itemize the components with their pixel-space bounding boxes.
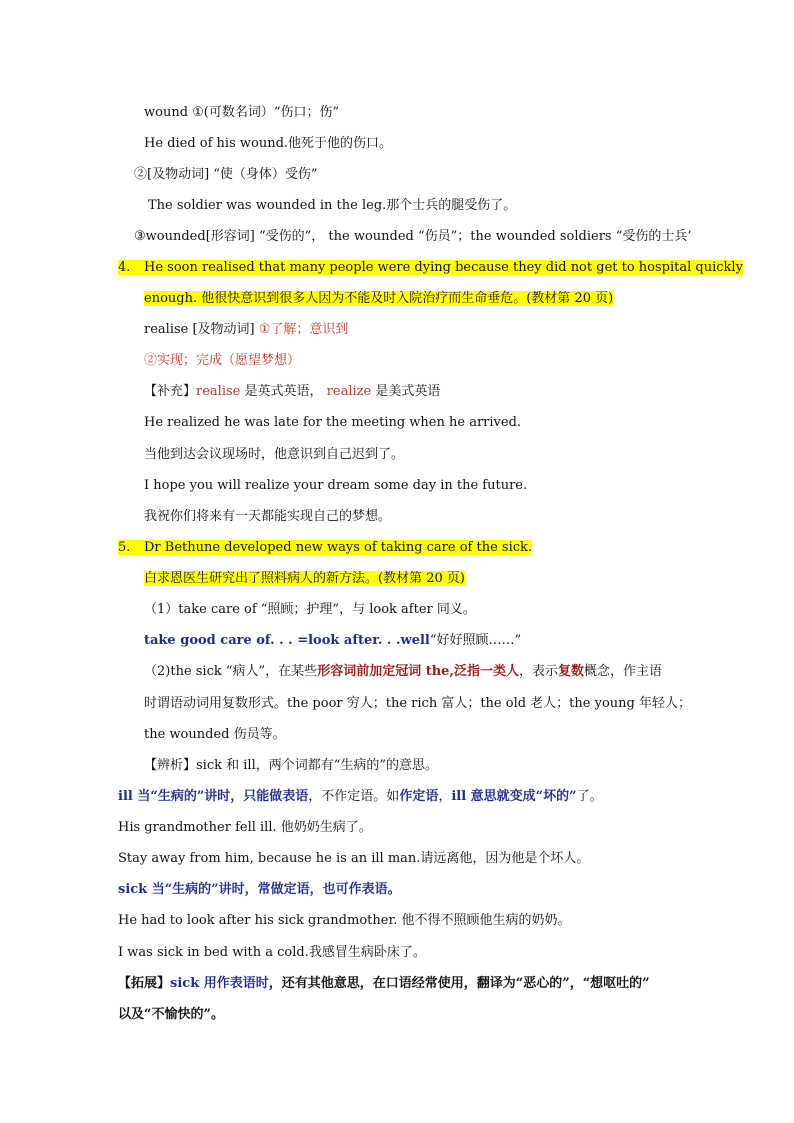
realize-example-1: He realized he was late for the meeting when he arrived. <box>144 415 522 430</box>
ill-rule-b: ，不作定语。如 <box>308 789 400 804</box>
ill-rule-f: 了。 <box>576 789 603 804</box>
item4-number: 4. <box>118 260 131 275</box>
extension-d: 以及 <box>118 1007 145 1022</box>
item4-zh: 他很快意识到很多人因为不能及时入院治疗而生命垂危。(教材第 20 页) <box>201 291 614 306</box>
item5-zh-line <box>144 570 465 588</box>
extension-tag: 【拓展】 <box>118 976 171 991</box>
the-sick-a: （2)the sick “病人”，在某些 <box>144 664 318 679</box>
realise-definition <box>144 321 348 339</box>
item4-sentence-cont <box>144 290 613 308</box>
take-good-care-meaning: “好好照顾……” <box>429 633 522 648</box>
realise-meaning-1: ①了解；意识到 <box>258 322 349 337</box>
the-sick-note <box>144 663 662 681</box>
item4-sentence <box>118 259 743 277</box>
supplement-line <box>144 383 440 401</box>
ill-rule-a: ill 当“生病的”讲时，只能做表语 <box>118 789 309 804</box>
item5-sentence <box>118 539 532 557</box>
wound-example-1: He died of his wound.他死于他的伤口。 <box>144 136 393 151</box>
analysis-line: 【辨析】sick 和 ill，两个词都有“生病的”的意思。 <box>144 758 439 773</box>
item4-en2: enough. <box>144 291 198 306</box>
supplement-american: 是美式英语 <box>375 384 441 399</box>
the-sick-plural: 复数 <box>557 664 584 679</box>
ill-rule-e: ill 意思就变成“坏的” <box>451 789 577 804</box>
take-care-of-note: （1）take care of “照顾；护理”，与 look after 同义。 <box>144 602 476 617</box>
realise-meaning-2: ②实现；完成（愿望梦想） <box>144 353 301 368</box>
sick-rule: sick 当“生病的”讲时，常做定语，也可作表语。 <box>118 882 401 897</box>
extension-f: 。 <box>210 1007 224 1022</box>
ill-rule <box>118 788 603 806</box>
realize-example-2-zh: 我祝你们将来有一天都能实现自己的梦想。 <box>144 509 392 524</box>
the-sick-rule: 形容词前加定冠词 the,泛指一类人 <box>317 664 519 679</box>
ill-rule-c: 作定语 <box>399 789 439 804</box>
extension-e: “不愉快的” <box>144 1007 211 1022</box>
supplement-realise: realise <box>196 384 241 399</box>
wound-definition-2: ②[及物动词] “使（身体）受伤” <box>134 167 318 182</box>
extension-a: sick 用作表语时 <box>170 976 269 991</box>
wound-definition-1: wound ①(可数名词）“伤口；伤” <box>144 105 340 120</box>
supplement-british: 是英式英语， <box>244 384 323 399</box>
ill-example-1: His grandmother fell ill. 他奶奶生病了。 <box>118 820 372 835</box>
realise-label: realise [及物动词] <box>144 322 255 337</box>
take-good-care-phrase: take good care of. . . =look after. . .well <box>144 633 430 648</box>
supplement-tag: 【补充】 <box>144 384 197 399</box>
sick-example-2: I was sick in bed with a cold.我感冒生病卧床了。 <box>118 945 426 960</box>
the-sick-note-end: the wounded 伤员等。 <box>144 727 286 742</box>
wound-definition-3: ③wounded[形容词] “受伤的”， the wounded “伤员”；the wounded soldiers “受伤的士兵’ <box>134 229 692 244</box>
the-sick-e: 概念，作主语 <box>584 664 663 679</box>
extension-b: ，还有其他意思，在口语经常使用，翻译为 <box>268 976 516 991</box>
item5-zh: 白求恩医生研究出了照料病人的新方法。(教材第 20 页) <box>144 571 465 586</box>
wound-example-2: The soldier was wounded in the leg.那个士兵的腿受伤了。 <box>148 198 517 213</box>
extension-c: “恶心的”，“想呕吐的” <box>515 976 650 991</box>
item4-en: He soon realised that many people were dying because they did not get to hospital quickly <box>144 260 743 275</box>
supplement-realize: realize <box>326 384 372 399</box>
the-sick-note-cont: 时谓语动词用复数形式。the poor 穷人；the rich 富人；the old 老人；the young 年轻人； <box>144 696 691 711</box>
sick-example-1: He had to look after his sick grandmother. 他不得不照顾他生病的奶奶。 <box>118 913 571 928</box>
realize-example-2: I hope you will realize your dream some day in the future. <box>144 478 528 493</box>
extension-line <box>118 975 650 993</box>
item5-number: 5. <box>118 540 131 555</box>
take-good-care-line <box>144 632 521 650</box>
ill-rule-d: ， <box>438 789 452 804</box>
the-sick-c: ，表示 <box>518 664 558 679</box>
item5-en: Dr Bethune developed new ways of taking care of the sick. <box>144 540 533 555</box>
extension-line-cont <box>118 1006 224 1024</box>
ill-example-2: Stay away from him, because he is an ill man.请远离他，因为他是个坏人。 <box>118 851 590 866</box>
realize-example-1-zh: 当他到达会议现场时，他意识到自己迟到了。 <box>144 447 405 462</box>
